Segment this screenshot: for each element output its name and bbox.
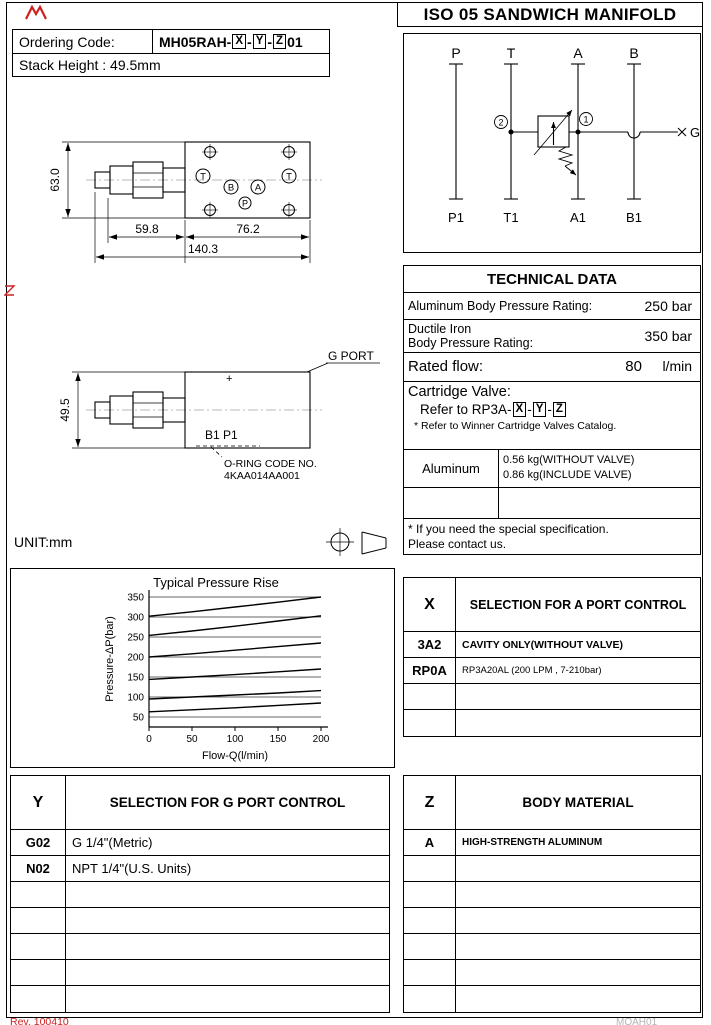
svg-text:0: 0 [146, 734, 152, 745]
svg-text:350: 350 [127, 592, 144, 604]
table-y-header [11, 776, 389, 830]
cartridge-x-box: X [513, 402, 527, 417]
weight-values-cell: 0.56 kg(WITHOUT VALVE) 0.86 kg(INCLUDE VALVE) [503, 454, 635, 481]
table-z-body-material [403, 775, 701, 1013]
table-row-empty [404, 684, 700, 710]
schematic-port-a: A [573, 45, 583, 61]
table-y-selection [10, 775, 390, 1013]
schematic-port-p1: P1 [448, 210, 464, 225]
dimension-drawings [8, 80, 400, 562]
relief-valve-symbol [509, 110, 686, 175]
table-row [404, 632, 700, 658]
table-x-header [404, 578, 700, 632]
weight-material-cell: Aluminum [422, 461, 480, 476]
dim-height-side: 49.5 [58, 398, 72, 422]
chart-ylabel: Pressure-ΔP(bar) [104, 616, 116, 702]
chart-svg [11, 569, 394, 767]
chart-series-curve-2 [149, 691, 321, 699]
table-row-empty [404, 986, 700, 1012]
table-row-empty [404, 882, 700, 908]
brand-logo [24, 4, 48, 22]
table-row [11, 856, 389, 882]
code-sep: - [267, 33, 273, 50]
schematic-port-b: B [629, 45, 639, 61]
pressure-rating-aluminum-label: Aluminum Body Pressure Rating: [408, 299, 593, 313]
ordering-code-box [12, 29, 330, 77]
chart-series-curve-6 [149, 597, 321, 616]
code-z-box: Z [273, 34, 286, 49]
revision-label: Rev. 100410 [10, 1016, 69, 1025]
table-z-row-value: HIGH-STRENGTH ALUMINUM [462, 837, 603, 848]
pressure-rating-ductile-label: Ductile Iron Body Pressure Rating: [408, 322, 534, 350]
table-x-row-value: CAVITY ONLY(WITHOUT VALVE) [462, 638, 624, 651]
schematic-marker-1 [580, 113, 593, 126]
special-spec-note: * If you need the special specification. Please contact us. [408, 522, 609, 551]
ordering-code-label: Ordering Code: [13, 30, 153, 53]
table-x-title: SELECTION FOR A PORT CONTROL [469, 597, 687, 612]
svg-text:100: 100 [226, 734, 244, 745]
front-dimension-lines [62, 142, 310, 263]
cartridge-z-box: Z [553, 402, 566, 417]
table-row-empty [11, 986, 389, 1012]
rated-flow-label: Rated flow: [408, 358, 484, 375]
code-y-box: Y [253, 34, 267, 49]
table-row [11, 830, 389, 856]
table-y-row-value: NPT 1/4"(U.S. Units) [72, 861, 192, 876]
ordering-code-value [153, 34, 309, 50]
port-label-t-left: T [200, 171, 206, 183]
chart-series-curve-1 [149, 703, 321, 712]
table-y-row-value: G 1/4"(Metric) [72, 835, 153, 850]
projection-symbol-icon [326, 528, 386, 556]
port-label-a: A [254, 182, 262, 194]
hydraulic-schematic [403, 33, 701, 253]
schematic-marker-2 [495, 116, 508, 129]
svg-text:50: 50 [132, 712, 144, 724]
schematic-svg [404, 34, 700, 252]
schematic-port-a1: A1 [570, 210, 586, 225]
rated-flow-value: 80 l/min [625, 358, 692, 375]
table-row-empty [11, 908, 389, 934]
table-row-empty [404, 856, 700, 882]
table-z-title: BODY MATERIAL [522, 795, 634, 810]
schematic-port-t1: T1 [503, 210, 519, 225]
code-suffix: 01 [287, 33, 303, 50]
chart-title: Typical Pressure Rise [153, 575, 279, 590]
schematic-port-p: P [451, 45, 461, 61]
table-y-title: SELECTION FOR G PORT CONTROL [109, 795, 346, 810]
pressure-rating-aluminum-row [404, 293, 700, 320]
table-z-row-key: A [404, 830, 456, 855]
table-z-key-header: Z [404, 776, 456, 829]
schematic-port-b1: B1 [626, 210, 642, 225]
table-row-empty [404, 710, 700, 736]
table-row [404, 658, 700, 684]
cartridge-note: * Refer to Winner Cartridge Valves Catalog. [414, 420, 617, 432]
chart-xlabel: Flow-Q(l/min) [202, 750, 268, 762]
chart-series-curve-4 [149, 643, 321, 657]
weight-table-divider [498, 450, 499, 518]
svg-text:150: 150 [269, 734, 287, 745]
unit-label: UNIT:mm [14, 534, 73, 550]
chart-series-curve-3 [149, 669, 321, 679]
table-x-selection [403, 577, 701, 737]
table-row-empty [404, 908, 700, 934]
chart-series-curve-5 [149, 616, 321, 636]
svg-text:2: 2 [498, 117, 504, 128]
svg-text:150: 150 [127, 672, 144, 684]
weight-table [404, 449, 700, 519]
dim-width-total: 140.3 [187, 242, 219, 256]
dim-width-valve: 59.8 [135, 222, 159, 236]
svg-text:200: 200 [127, 652, 144, 664]
weight-table-divider [404, 487, 700, 488]
margin-mark [4, 284, 16, 298]
oring-note-line1: O-RING CODE NO. [224, 458, 317, 470]
g-port-label: G PORT [328, 349, 374, 363]
table-x-key-header: X [404, 578, 456, 631]
cartridge-refer-code: Refer to RP3A- X - Y - Z [408, 402, 700, 417]
schematic-port-t: T [506, 45, 516, 61]
port-label-b: B [227, 182, 235, 194]
table-x-row-key: 3A2 [404, 632, 456, 657]
cartridge-valve-label: Cartridge Valve: [408, 384, 511, 400]
dim-height-front: 63.0 [48, 168, 62, 192]
svg-text:300: 300 [127, 612, 144, 624]
table-y-row-key: G02 [11, 830, 66, 855]
table-row-empty [11, 882, 389, 908]
table-row-empty [404, 934, 700, 960]
code-x-box: X [232, 34, 246, 49]
ordering-code-row [13, 30, 329, 54]
side-ports-label: B1 P1 [205, 428, 238, 442]
port-label-p: P [241, 198, 249, 209]
technical-data-box [403, 265, 701, 555]
code-sep: - [247, 33, 252, 50]
page-title: ISO 05 SANDWICH MANIFOLD [397, 2, 703, 27]
schematic-g-label: G [690, 125, 700, 140]
cartridge-y-box: Y [533, 402, 547, 417]
svg-text:1: 1 [583, 114, 589, 125]
table-y-key-header: Y [11, 776, 66, 829]
pressure-rating-ductile-row [404, 320, 700, 353]
cartridge-valve-section [404, 382, 700, 449]
table-row-empty [11, 960, 389, 986]
rated-flow-row [404, 353, 700, 382]
plus-mark: + [226, 373, 233, 385]
table-row [404, 830, 700, 856]
stack-height-label: Stack Height : 49.5mm [19, 57, 161, 73]
svg-text:50: 50 [186, 734, 198, 745]
pressure-rise-chart [10, 568, 395, 768]
code-prefix: MH05RAH- [159, 33, 232, 50]
port-label-t-right: T [286, 171, 292, 183]
table-row-empty [404, 960, 700, 986]
g-port-leader [307, 363, 380, 372]
table-row-empty [11, 934, 389, 960]
svg-text:250: 250 [127, 632, 144, 644]
table-z-header [404, 776, 700, 830]
table-x-row-key: RP0A [404, 658, 456, 683]
table-y-row-key: N02 [11, 856, 66, 881]
svg-text:200: 200 [312, 734, 330, 745]
table-x-row-value: RP3A20AL (200 LPM , 7-210bar) [462, 665, 602, 676]
document-code: MOAH01 [616, 1017, 658, 1025]
svg-text:100: 100 [127, 692, 144, 704]
dim-width-body: 76.2 [236, 222, 260, 236]
technical-data-title: TECHNICAL DATA [404, 266, 700, 293]
oring-note-line2: 4KAA014AA001 [224, 470, 300, 482]
pressure-rating-ductile-value: 350 bar [644, 328, 692, 344]
pressure-rating-aluminum-value: 250 bar [644, 298, 692, 314]
